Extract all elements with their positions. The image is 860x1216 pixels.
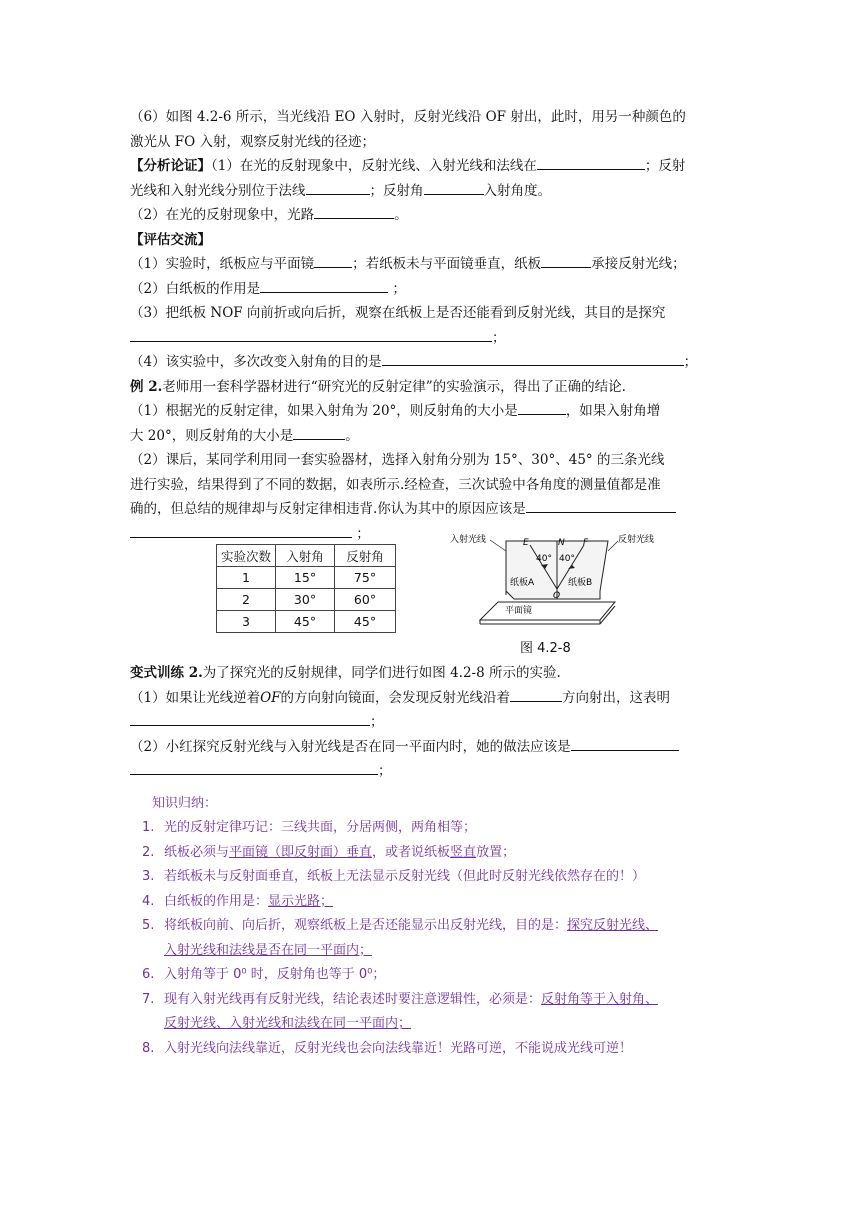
table-header: 反射角 [335,545,396,567]
text: 将纸板向前、向后折，观察纸板上是否还能显示出反射光线，目的是： [164,918,568,933]
text: OF [260,689,281,706]
text: 现有入射光线再有反射光线，结论表述时要注意逻辑性，必须是： [164,991,542,1007]
underlined-text: 探究反射光线、 [567,918,659,933]
text-line [130,686,730,711]
section-heading: 【分析论证】 [130,158,211,174]
table-header-row [217,545,396,567]
text: 的方向射向镜面，会发现反射光线沿着 [280,689,511,706]
table-cell: 15° [276,567,335,589]
item-number: 1. [142,820,155,835]
leader-line [490,540,506,551]
item-number: 3. [142,869,155,884]
item-number: 6. [142,967,155,982]
text: 激光从 FO 入射，观察反射光线的径迹； [130,133,376,150]
knowledge-item [130,914,730,939]
text: 光的反射定律巧记：三线共面，分居两侧，两角相等； [164,820,477,835]
text-line [130,759,730,784]
board-a [506,541,557,599]
text: （6）如图 4.2-6 所示，当光线沿 EO 入射时，反射光线沿 OF 射出，此时，用另一种颜色的 [130,109,686,125]
knowledge-item [130,865,730,890]
text-line [130,179,730,204]
text-line [130,710,730,735]
knowledge-item [130,1012,730,1037]
text: 入射角度。 [483,182,551,199]
underlined-text: 平面镜（即反射面）垂直 [229,844,373,860]
text: 纸板必须与 [164,844,230,860]
knowledge-item [130,890,730,915]
text-line [130,252,730,277]
table-row [217,589,396,611]
text: （1）如果让光线逆着 [130,689,261,706]
blank [537,154,645,170]
board-b [557,541,608,599]
incident-label: 入射光线 [450,535,487,545]
blank [130,522,352,538]
knowledge-item [130,963,730,988]
label-o: O [553,591,561,601]
underlined-text: 反射角等于入射角、 [541,991,659,1007]
blank [314,203,394,219]
figure-caption: 图 4.2-8 [520,641,571,656]
table-cell: 60° [335,589,396,611]
analysis-line-1 [130,154,730,179]
blank [518,399,566,415]
leader-line [608,541,618,551]
table-cell: 1 [217,567,276,589]
text-line [130,130,730,155]
blank [571,735,679,751]
angle-label: 40° [559,554,575,564]
text: （1）在光的反射现象中，反射光线、入射光线和法线在 [211,158,537,174]
text: （2）白纸板的作用是 [130,280,261,297]
text: ，或者说纸板 [372,844,451,860]
text: 大 20°，则反射角的大小是 [130,427,294,444]
angle-label: 40° [536,554,552,564]
text: 例 2. [130,378,163,395]
text: 【评估交流】 [130,231,211,248]
text: （1）实验时，纸板应与平面镜 [130,256,315,272]
blank [526,497,676,513]
text: （1）根据光的反射定律，如果入射角为 20°，则反射角的大小是 [130,403,518,419]
text-line [130,350,730,375]
blank [130,710,370,726]
knowledge-item [130,1037,730,1062]
blank [424,179,484,195]
blank [306,179,370,195]
text: 。 [345,427,359,444]
text: 。 [394,207,408,223]
blank [130,326,492,342]
text: ； [378,763,392,779]
text-line [130,424,730,449]
experiment-table [216,544,396,633]
text-line [130,497,730,522]
text: 白纸板的作用是： [164,893,269,909]
example-heading [130,375,730,400]
item-number: 2. [142,844,155,860]
text: ，如果入射角增 [565,403,661,419]
blank [510,686,562,702]
knowledge-item [130,939,730,964]
text-line [130,473,730,498]
text: 入射角等于 0⁰ 时，反射角也等于 0⁰； [164,967,386,982]
table-header: 实验次数 [217,545,276,567]
label-e: E [523,538,529,548]
table-row [217,611,396,633]
text: ； [683,354,698,370]
board-b-label: 纸板B [568,578,593,588]
text-line [130,399,730,424]
mirror-shape [480,602,615,620]
reflected-label: 反射光线 [618,535,655,545]
text-line [130,277,730,302]
text: 方向射出，这表明 [562,689,671,706]
text: 光线和入射光线分别位于法线 [130,182,306,199]
blank [130,759,378,775]
table-cell: 75° [335,567,396,589]
item-number: 7. [142,991,155,1007]
board-a-label: 纸板A [510,578,535,588]
text: 为了探究光的反射规律，同学们进行如图 4.2-8 所示的实验. [202,665,561,681]
text: 入射光线向法线靠近，反射光线也会向法线靠近！光路可逆，不能说成光线可逆！ [164,1040,633,1056]
knowledge-title: 知识归纳： [152,795,218,811]
mirror-label: 平面镜 [505,606,533,616]
table-cell: 45° [276,611,335,633]
section-heading [130,228,730,253]
text: （2）在光的反射现象中，光路 [130,207,315,223]
text: ；反射 [644,158,686,174]
underlined-text: 显示光路； [268,893,334,909]
text: （2）小红探究反射光线与入射光线是否在同一平面内时，她的做法应该是 [130,738,571,755]
text: 老师用一套科学器材进行“研究光的反射定律”的实验演示，得出了正确的结论. [162,378,626,395]
knowledge-summary [130,792,730,1062]
text: ； [492,329,506,346]
label-n: N [558,538,565,548]
table-cell: 30° [276,589,335,611]
table-header: 入射角 [276,545,335,567]
item-number: 4. [142,893,155,909]
blank [382,350,684,366]
text: 进行实验，结果得到了不同的数据，如表所示.经检查，三次试验中各角度的测量值都是准 [130,476,661,493]
text: （4）该实验中，多次改变入射角的目的是 [130,354,382,370]
knowledge-item [130,988,730,1013]
text: ； [356,525,370,542]
item-number: 8. [142,1040,155,1056]
text-line [130,735,730,760]
blank [260,277,388,293]
text: 确的，但总结的规律却与反射定律相违背.你认为其中的原因应该是 [130,501,526,517]
table-cell: 3 [217,611,276,633]
text-line [130,326,730,351]
knowledge-item [130,841,730,866]
table-cell: 45° [335,611,396,633]
underlined-text: 竖直 [450,844,477,860]
blank [293,424,345,440]
text: ； [370,714,384,730]
text: ；反射角 [369,182,424,199]
text: 变式训练 2. [130,665,203,681]
text: （2）课后，某同学利用同一套实验器材，选择入射角分别为 15°、30°、45° 的三条光线 [130,452,665,468]
text-line [130,301,730,326]
text-line [130,105,730,130]
item-number: 5. [142,918,155,933]
blank [541,252,591,268]
text-line [130,448,730,473]
underlined-text: 反射光线、入射光线和法线在同一平面内； [164,1016,412,1031]
label-f: F [583,538,589,548]
exercise-heading [130,661,730,686]
text: （3）把纸板 NOF 向前折或向后折，观察在纸板上是否还能看到反射光线，其目的是探究 [130,305,666,321]
table-cell: 2 [217,589,276,611]
text: ； [392,280,406,297]
text: 若纸板未与反射面垂直，纸板上无法显示反射光线（但此时反射光线依然存在的！） [164,869,646,884]
text: 放置； [476,844,516,860]
underlined-text: 入射光线和法线是否在同一平面内； [164,942,373,958]
table-figure-block [130,535,730,661]
knowledge-item [130,816,730,841]
reflection-figure [450,531,660,631]
text-line [130,203,730,228]
text: ；若纸板未与平面镜垂直，纸板 [352,256,542,272]
table-row [217,567,396,589]
blank [314,252,352,268]
worksheet [130,105,730,1061]
text: 承接反射光线； [591,256,686,272]
